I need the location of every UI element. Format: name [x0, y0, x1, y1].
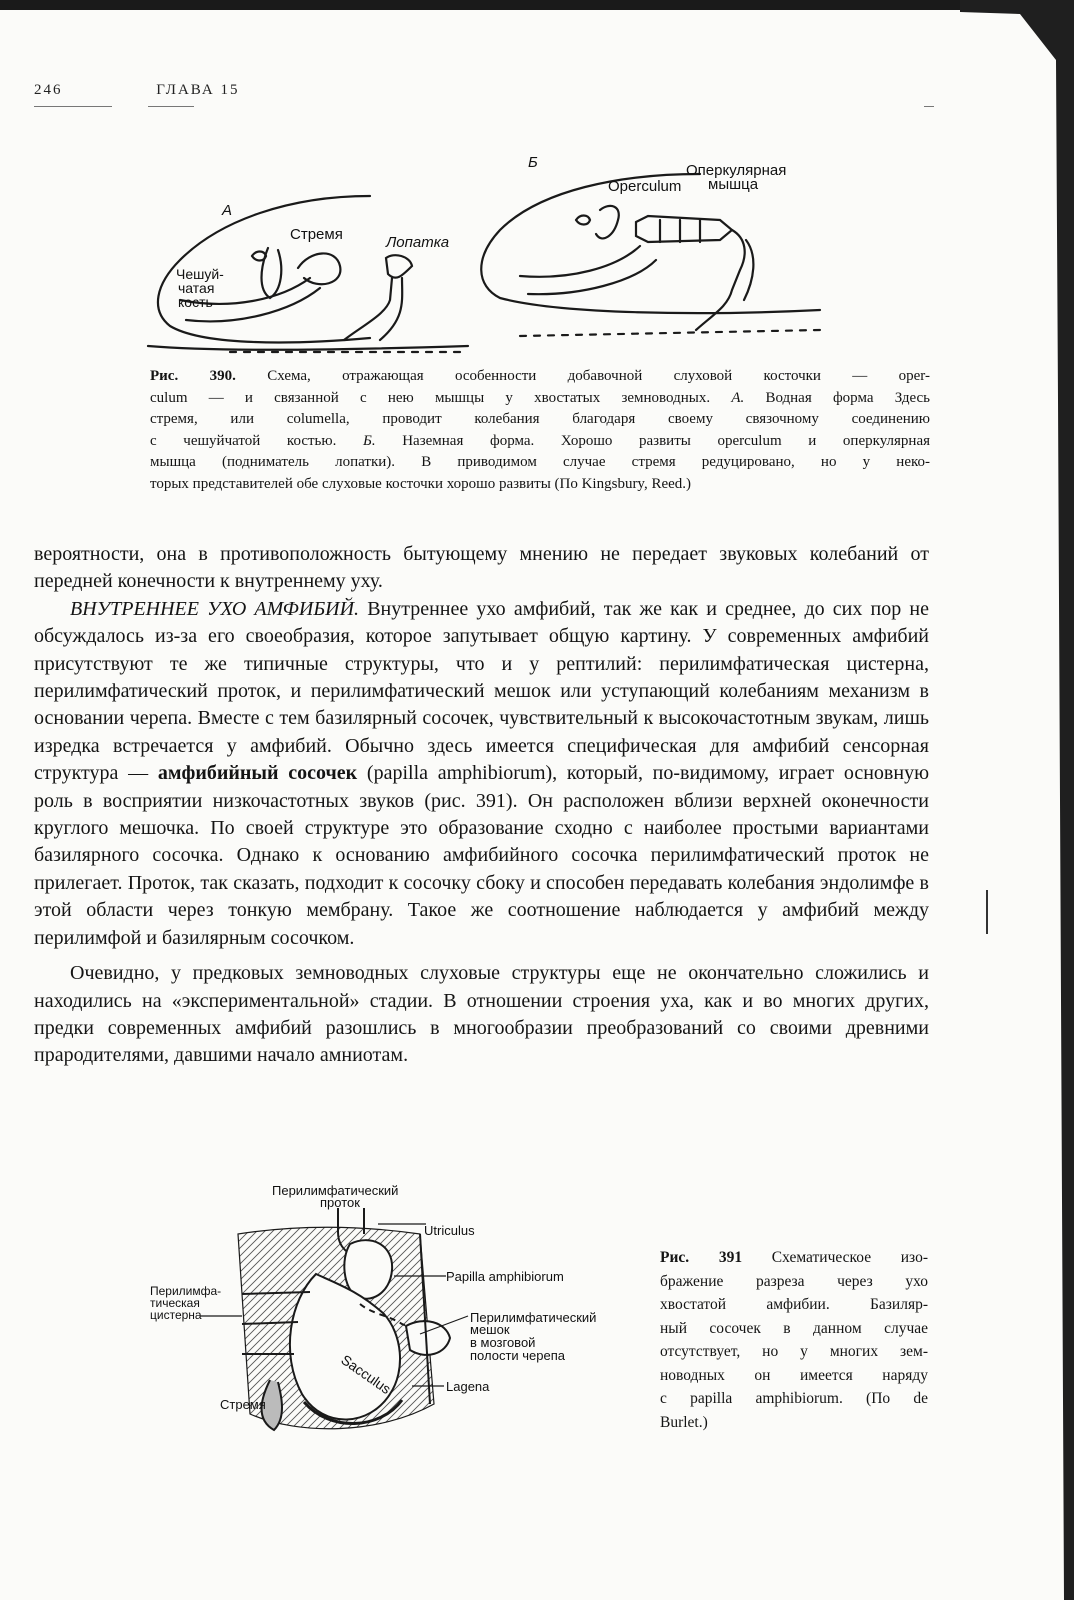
fig391-cistern-label-1: Перилимфа-: [150, 1284, 222, 1298]
header-rule-right: [148, 106, 194, 107]
fig391-sac-label-2: мешок: [470, 1322, 510, 1337]
fig390-squamosal-label-1: Чешуй-: [176, 266, 224, 282]
fig390-caption: [150, 366, 930, 495]
fig390-caption-line-8: торых представителей обе слуховые косточки хорошо развиты (По Kingsbury, Reed.): [150, 475, 692, 492]
fig390-squamosal-label-2: чатая: [178, 280, 215, 296]
fig391-caption-line-5: отсутствует, но у многих зем-: [660, 1343, 928, 1360]
scapula-a: [386, 255, 412, 278]
fig390-caption-line-5: с чешуйчатой костью.: [150, 432, 337, 449]
fig391-caption-line-6: новодных он имеется наряду: [660, 1366, 928, 1384]
paragraph-1: вероятности, она в противоположность бытующему мнению не передает звуковых колебаний от передней конечности к внутреннему уху.: [34, 543, 929, 593]
fig390-caption-line-4: стремя, или columella, проводит колебания благодаря своему связочному соединению: [150, 411, 930, 427]
term-bold: амфибийный сосочек: [157, 762, 358, 785]
jaw-b: [520, 246, 640, 277]
fig391-caption-line-1: Схематическое изо-: [771, 1249, 928, 1266]
page-number: 246: [34, 82, 63, 98]
fig391-caption-line-2: бражение разреза через ухо: [660, 1272, 928, 1290]
fig390-stapes-label: Стремя: [290, 226, 343, 243]
fig390-panel-b-label: Б: [528, 154, 538, 171]
fig391-stapes-label: Стремя: [220, 1397, 266, 1412]
fig390-panel-a-label: А: [222, 202, 233, 219]
fig390-opercular-muscle-label-2: мышца: [708, 176, 759, 193]
scan-top-border: [0, 0, 980, 10]
fig390-caption-line-2: culum — и связанной с нею мышцы у хвостатых земноводных.: [150, 389, 711, 406]
fig391-cistern-label-2: тическая: [150, 1296, 200, 1310]
fig390-caption-line-7: мышца (подниматель лопатки). В приводимом случае стремя редуцировано, но у неко-: [150, 454, 930, 470]
paragraph-2-part-b: (papilla amphibiorum), который, по-видимому, играет основную роль в восприятии низкочастотных звуков (рис. 391). Он расположен вблизи верхней оконечности круглого мешочка. По своей структуре это образование сходно с наиболее простыми вариантами базилярного сосочка. Однако к основанию амфибийного сосочка перилимфатический проток не прилегает. Проток, так сказать, подходит к сосочку сбоку и способен передавать колебания эндолимфе в этой области через тонкую мембрану. Такое же соотношение наблюдается у амфибий между перилимфой и базилярным сосочком.: [34, 762, 930, 949]
figure-391-leader-lines: [150, 1180, 480, 1400]
fig391-caption-ref: Рис. 391: [660, 1249, 743, 1266]
header-rule-mark: [924, 106, 934, 107]
fig390-caption-line-6: Наземная форма. Хорошо развиты operculum и оперкулярная: [402, 432, 930, 449]
fig391-caption-line-7: с papilla amphibiorum. (По de: [660, 1390, 928, 1407]
opercular-muscle-b: [636, 216, 732, 242]
fig391-papilla-label: Papilla amphibiorum: [446, 1269, 564, 1284]
paragraph-2-part-a: Внутреннее ухо амфибий, так же как и среднее, до сих пор не обсуждалось из-за его своеобразия, которое запутывает общую картину. У современных амфибий присутствуют те же типичные структуры, что и у рептилий: перилимфатическая цистерна, перилимфатический проток, и перилимфатический мешок или уступающий колебаниям механизм в основании черепа. Вместе с тем базилярный сосочек, чувствительный к высокочастотным звукам, лишь изредка встречается у амфибий. Обычно здесь имеется специфическая для амфибий сенсорная структура —: [34, 597, 930, 785]
fig391-duct-label-2: проток: [320, 1195, 360, 1210]
header-rule-left: [34, 106, 112, 107]
fig391-sac-label-1: Перилимфатический: [470, 1310, 597, 1325]
fig390-caption-b-ref: Б.: [362, 432, 376, 449]
eye-a: [252, 252, 266, 261]
scan-right-shadow: [960, 0, 1074, 1600]
fig391-caption-line-4: ный сосочек в данном случае: [660, 1319, 928, 1337]
fig390-squamosal-label-3: кость: [178, 294, 213, 310]
body-text: [34, 541, 929, 1070]
fig391-caption-line-3: хвостатой амфибии. Базиляр-: [660, 1296, 928, 1313]
fig391-caption-line-8: Burlet.): [660, 1413, 708, 1431]
fig391-sac-label-3: в мозговой: [470, 1335, 536, 1350]
fig391-cistern-label-3: цистерна: [150, 1308, 202, 1322]
chapter-title: ГЛАВА 15: [156, 82, 240, 98]
fig390-caption-ref: Рис. 390.: [150, 368, 236, 384]
fig391-duct-label-1: Перилимфатический: [272, 1183, 399, 1198]
sacculus-label: Sacculus: [338, 1351, 394, 1398]
fig390-caption-line-3: Водная форма Здесь: [765, 389, 931, 406]
fig391-lagena-label: Lagena: [446, 1379, 490, 1394]
section-heading: ВНУТРЕННЕЕ УХО АМФИБИЙ.: [70, 597, 360, 620]
paragraph-2: [34, 596, 929, 952]
fig390-opercular-muscle-label-1: Оперкулярная: [686, 162, 787, 179]
leader-sac: [420, 1316, 468, 1334]
fig391-sac-label-4: полости черепа: [470, 1348, 566, 1363]
eye-b: [576, 216, 590, 225]
fig390-operculum-label: Operculum: [608, 178, 682, 195]
fig390-caption-line-1: Схема, отражающая особенности добавочной слуховой косточки — oper-: [267, 368, 931, 384]
fig391-caption: [660, 1246, 928, 1434]
running-header: [34, 82, 239, 99]
paragraph-3: Очевидно, у предковых земноводных слуховые структуры еще не окончательно сложились и находились на «экспериментальной» стадии. В отношении строения уха, как и во многих других, предки современных амфибий разошлись в многообразии преобразований со своими древними прародителями, давшими начало амниотам.: [34, 962, 929, 1067]
fig391-utriculus-label: Utriculus: [424, 1223, 475, 1238]
fig390-caption-a-ref: А.: [731, 389, 745, 406]
fig390-scapula-label: Лопатка: [386, 234, 450, 251]
stapes-ring-a: [298, 253, 340, 284]
